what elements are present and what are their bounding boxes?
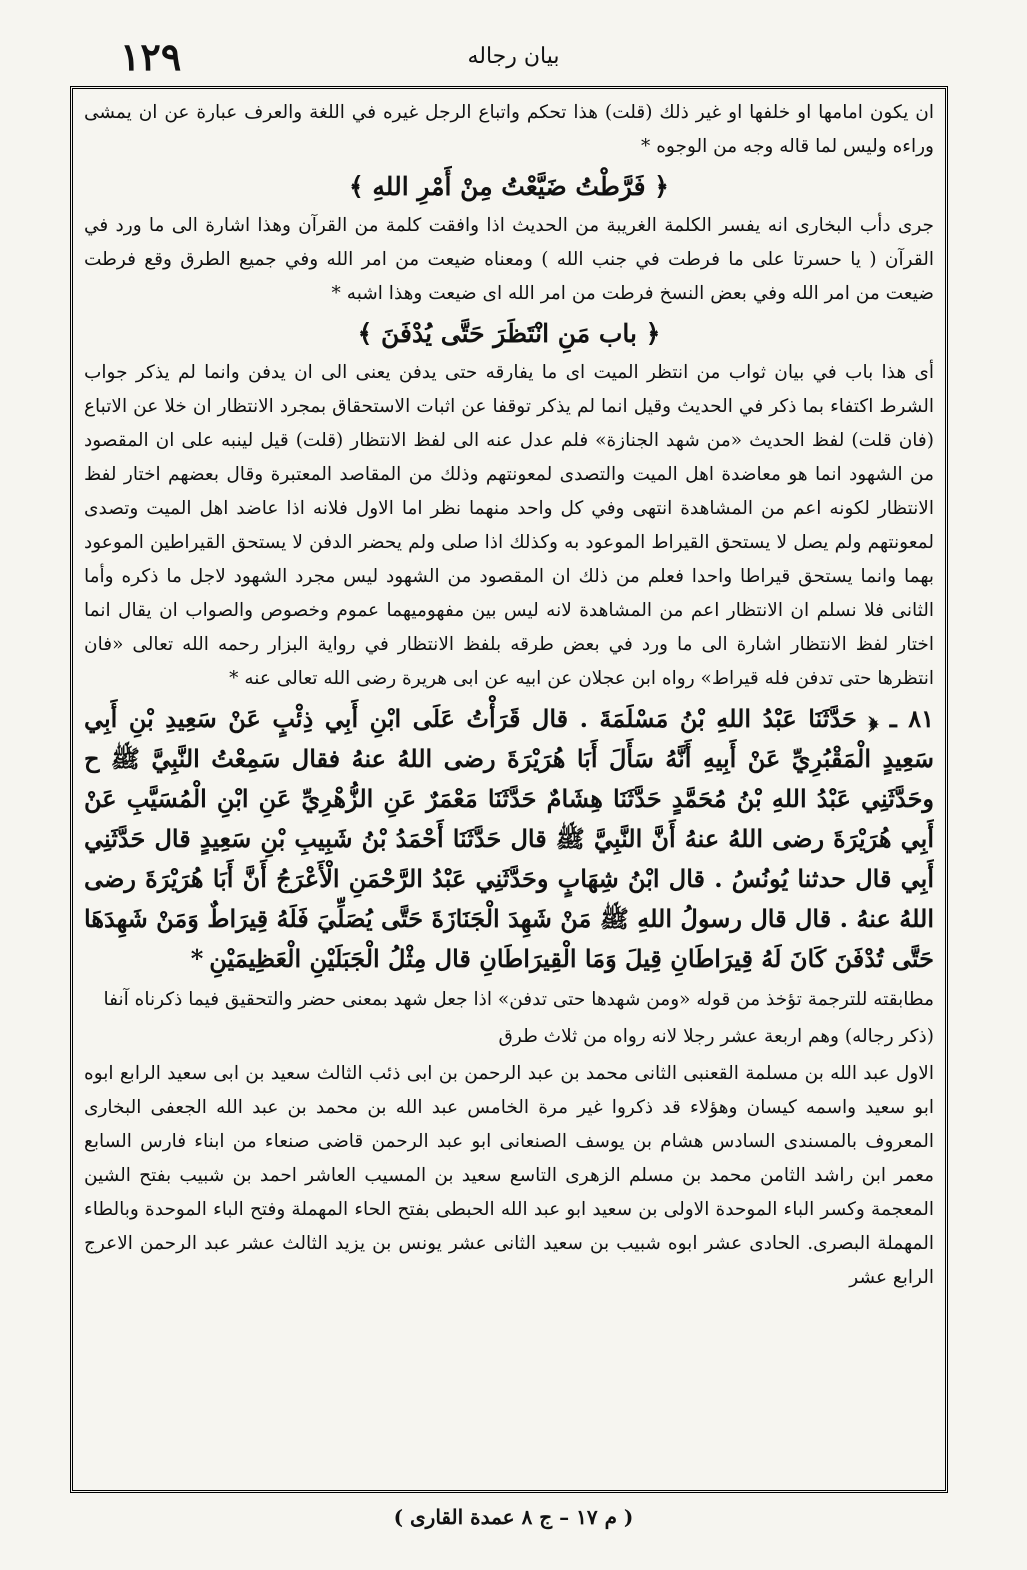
- page-body: [84, 96, 934, 1488]
- hadith-text: ٨١ ـ ﴿ حَدَّثَنَا عَبْدُ اللهِ بْنُ مَسْلَمَةَ . قال قَرَأْتُ عَلَى ابْنِ أَبِي ذِئْبٍ عَنْ سَعِيدِ بْنِ أَبِي سَعِيدٍ الْمَقْبُرِيِّ عَنْ أَبِيهِ أَنَّهُ سَأَلَ أَبَا هُرَيْرَةَ رضى اللهُ عنهُ فقال سَمِعْتُ النَّبِيَّ ﷺ ح وحَدَّثَنِي عَبْدُ اللهِ بْنُ مُحَمَّدٍ حَدَّثَنَا هِشَامٌ حَدَّثَنَا مَعْمَرٌ عَنِ الزُّهْرِيِّ عَنِ ابْنِ الْمُسَيَّبِ عَنْ أَبِي هُرَيْرَةَ رضى اللهُ عنهُ أَنَّ النَّبِيَّ ﷺ قال حَدَّثَنَا أَحْمَدُ بْنُ شَبِيبِ بْنِ سَعِيدٍ قال حَدَّثَنِي أَبِي قال حدثنا يُونُسُ . قال ابْنُ شِهَابٍ وحَدَّثَنِي عَبْدُ الرَّحْمَنِ الْأَعْرَجُ أَنَّ أَبَا هُرَيْرَةَ رضى اللهُ عنهُ . قال قال رسولُ اللهِ ﷺ مَنْ شَهِدَ الْجَنَازَةَ حَتَّى يُصَلِّيَ فَلَهُ قِيرَاطٌ وَمَنْ شَهِدَهَا حَتَّى تُدْفَنَ كَانَ لَهُ قِيرَاطَانِ قِيلَ وَمَا الْقِيرَاطَانِ قال مِثْلُ الْجَبَلَيْنِ الْعَظِيمَيْنِ*: [84, 704, 934, 973]
- narrators-list: الاول عبد الله بن مسلمة القعنبى الثانى محمد بن عبد الرحمن بن ابى ذئب الثالث سعيد بن ابى سعيد الرابع ابوه ابو سعيد واسمه كيسان وهؤلاء قد ذكروا غير مرة الخامس عبد الله بن محمد بن عبد الله الجعفى البخارى المعروف بالمسندى السادس هشام بن يوسف الصنعانى ابو عبد الرحمن قاضى صنعاء من ابناء فارس السابع معمر ابن راشد الثامن محمد بن مسلم الزهرى التاسع سعيد بن المسيب العاشر احمد بن شبيب بفتح الشين المعجمة وكسر الباء الموحدة الاولى بن سعيد ابو عبد الله الحبطى بفتح الحاء المهملة وفتح الباء الموحدة وبالطاء المهملة البصرى. الحادى عشر ابوه شبيب بن سعيد الثانى عشر يونس بن يزيد الثالث عشر عبد الرحمن الاعرج الرابع عشر: [84, 1063, 934, 1288]
- chapter-heading: ﴿ باب مَنِ انْتَظَرَ حَتَّى يُدْفَنَ ﴾: [357, 319, 661, 348]
- end-mark: *: [331, 283, 341, 304]
- intro-paragraph: ان يكون امامها او خلفها او غير ذلك (قلت) هذا تحكم واتباع الرجل غيره في اللغة والعرف عبارة عن ان يمشى وراءه وليس لما قاله وجه من الوجوه*: [84, 102, 934, 157]
- end-mark: *: [190, 944, 204, 973]
- page-signature: ( م ١٧ – ج ٨ عمدة القارى ): [393, 1505, 634, 1529]
- commentary-paragraph-1: جرى دأب البخارى انه يفسر الكلمة الغريبة من الحديث اذا وافقت كلمة من القرآن وهذا اشارة الى ما ورد في القرآن ( يا حسرتا على ما فرطت في جنب الله ) ومعناه ضيعت من امر الله وفي جميع الطرق وقع فرطت ضيعت من امر الله وفي بعض النسخ فرطت من امر الله اى ضيعت وهذا اشبه*: [84, 215, 934, 304]
- narrators-intro: (ذكر رجاله) وهم اربعة عشر رجلا لانه رواه من ثلاث طرق: [498, 1026, 934, 1047]
- commentary-paragraph-2: أى هذا باب في بيان ثواب من انتظر الميت اى ما يفارقه حتى يدفن يعنى الى ان يدفن وانما لم يذكر جواب الشرط اكتفاء بما ذكر في الحديث وقيل انما لم يذكر توقفا عن اثبات الاستحقاق بمجرد الانتظار ان خلا عن الاتباع (فان قلت) لفظ الحديث «من شهد الجنازة» فلم عدل عنه الى لفظ الانتظار (قلت) قيل لينبه على ان المقصود من الشهود انما هو معاضدة اهل الميت والتصدى لمعونتهم وذلك من المقاصد المعتبرة وقال بعضهم اختار لفظ الانتظار لكونه اعم من المشاهدة انتهى وفي كل واحد منهما نظر اما الاول فلانه اذا عاضد اهل الميت وتصدى لمعونتهم ولم يصل لا يستحق القيراط الموعود به وكذلك اذا صلى ولم يحضر الدفن لا يستحق القيراطين الموعود بهما وانما يستحق قيراطا واحدا فعلم من ذلك ان المقصود من الشهود ليس مجرد الشهود لاجل ما ذكره وأما الثانى فلا نسلم ان الانتظار اعم من المشاهدة لانه ليس بين مفهوميهما عموم وخصوص والصواب ان يقال انما اختار لفظ الانتظار اشارة الى ما ورد في بعض طرقه بلفظ الانتظار في رواية البزار رحمه الله تعالى «فان انتظرها حتى تدفن فله قيراط» رواه ابن عجلان عن ابيه عن ابى هريرة رضى الله تعالى عنه*: [84, 362, 934, 689]
- end-mark: *: [229, 668, 239, 689]
- page-header: [60, 30, 967, 80]
- page-number: ١٢٩: [120, 34, 182, 79]
- commentary-paragraph-3: مطابقته للترجمة تؤخذ من قوله «ومن شهدها حتى تدفن» اذا جعل شهد بمعنى حضر والتحقيق فيما ذكرناه آنفا: [103, 989, 934, 1010]
- running-title: بيان رجاله: [467, 44, 560, 69]
- end-mark: *: [641, 136, 651, 157]
- section-heading-farattu: ﴿ فَرَّطْتُ ضَيَّعْتُ مِنْ أَمْرِ اللهِ ﴾: [349, 172, 669, 201]
